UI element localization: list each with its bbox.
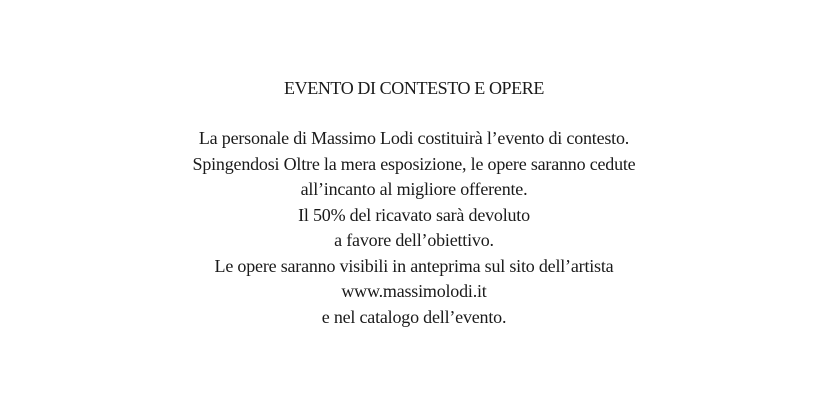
body-line-1: La personale di Massimo Lodi costituirà l’evento di contesto. (198, 128, 630, 148)
body-paragraph (0, 126, 828, 330)
body-line-6: Le opere saranno visibili in anteprima sul sito dell’artista (214, 255, 614, 276)
body-line-8: e nel catalogo dell’evento. (321, 306, 507, 327)
website-url: www.massimolodi.it (341, 281, 487, 301)
body-line-3: all’incanto al migliore offerente. (300, 179, 528, 199)
body-line-4: Il 50% del ricavato sarà devoluto (298, 204, 530, 225)
section-title: EVENTO DI CONTESTO E OPERE (284, 78, 544, 98)
body-line-2: Spingendosi Oltre la mera esposizione, le opere saranno cedute (192, 153, 636, 174)
body-line-5: a favore dell’obiettivo. (334, 230, 494, 250)
